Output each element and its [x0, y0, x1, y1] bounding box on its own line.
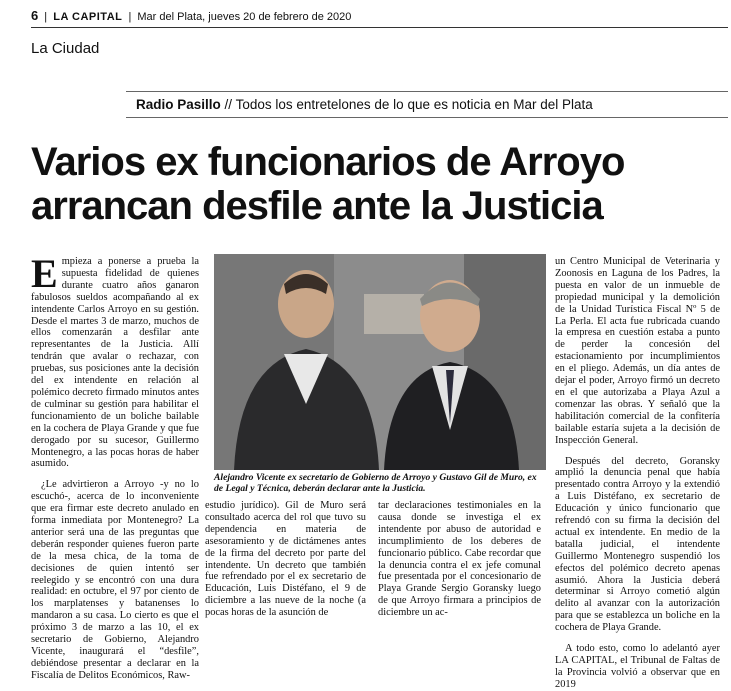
headline-line-1: Varios ex funcionarios de Arroyo — [31, 140, 625, 184]
header-divider: | — [44, 11, 48, 23]
kicker — [136, 97, 593, 112]
article-column-4 — [555, 256, 720, 690]
photo-illustration — [214, 254, 546, 470]
photo-caption: Alejandro Vicente ex secretario de Gobierno de Arroyo y Gustavo Gil de Muro, ex de Legal y Técnica, deberán declarar ante la Justicia. — [214, 472, 537, 494]
kicker-brand: Radio Pasillo — [136, 97, 221, 112]
kicker-rule-top — [126, 91, 728, 92]
article-photo — [214, 254, 546, 470]
article-paragraph: estudio jurídico). Gil de Muro será consultado acerca del rol que tuvo su dependencia en materia de asesoramiento y de dictámenes antes de la firma del decreto por parte del intendente. Un decreto que también fue refrendado por el ex secretario de Educación, Luis Distéfano, el 9 de diciembre a las nueve de la noche (a pocas horas de la asunción de — [205, 500, 366, 619]
article-paragraph: tar declaraciones testimoniales en la causa donde se investiga el ex intendente por abuso de autoridad e incumplimiento de los deberes de funcionario público. Cabe recordar que la denuncia contra el ex jefe comunal fue presentada por el concesionario de Playa Grande Sergio Goransky luego de que Arroyo firmara a principios de diciembre un ac- — [378, 500, 542, 619]
article-column-2 — [205, 500, 366, 619]
headline-line-2: arrancan desfile ante la Justicia — [31, 184, 603, 228]
article-column-3 — [378, 500, 542, 619]
dateline: Mar del Plata, jueves 20 de febrero de 2020 — [137, 11, 352, 23]
article-paragraph: A todo esto, como lo adelantó ayer LA CAPITAL, el Tribunal de Faltas de la Provincia volvió a observar que en 2019 — [555, 643, 720, 690]
kicker-separator: // — [224, 97, 233, 112]
header-divider: | — [128, 11, 132, 23]
article-column-1 — [31, 251, 199, 681]
article-paragraph: Después del decreto, Goransky amplió la denuncia penal que había presentado contra Arroyo y la extendió a Luis Distéfano, ex secretario de Educación y único funcionario que refrendó con su firma la decisión del actual ex intendente. En medio de la batalla judicial, el intendente Guillermo Montenegro suspendió los efectos del polémico decreto apenas asumió. Ahora la Justicia deberá determinar si Arroyo cometió algún delito al avanzar con la autorización para que se establezca un boliche en la cochera de Playa Grande. — [555, 455, 720, 634]
header-rule — [31, 27, 728, 28]
page-number: 6 — [31, 8, 39, 23]
article-paragraph: un Centro Municipal de Veterinaria y Zoonosis en Laguna de los Padres, la puesta en valor de un inmueble de propiedad municipal y la demolición de la Unidad Turística Fiscal Nº 5 de La Perla. El acta fue rubricada cuando la empresa en cuestión estaba a punto de perder la concesión del estacionamiento por incumplimientos en el pliego. Además, un día antes de dejar el poder, Arroyo firmó un decreto en el que autorizaba a Playa Azul a comenzar las obras. Y señaló que la habilitación comercial de la confitería bailable estaría sujeta a la decisión de Inspección General. — [555, 256, 720, 446]
kicker-rule-bottom — [126, 117, 728, 118]
article-paragraph: Empieza a ponerse a prueba la supuesta fidelidad de quienes durante cuatro años ganaron fabulosos sueldos acompañando al ex intendente Carlos Arroyo en su gestión. Desde el martes 3 de marzo, muchos de ellos comenzarán a desfilar ante representantes de la Justicia. Allí tendrán que avalar o rechazar, con pruebas, sus posiciones ante la decisión del ex intendente en relación al polémico decreto firmado minutos antes de culminar su gestión para habilitar el funcionamiento de un boliche bailable en la cochera de Playa Grande y que fue derogado por su sucesor, Guillermo Montenegro, a las pocas horas de haber asumido. — [31, 251, 199, 470]
article-paragraph: ¿Le advirtieron a Arroyo -y no lo escuchó-, acerca de lo inconveniente que era firmar este decreto anulado en forma inmediata por Montenegro? La anterior será una de las preguntas que deberán responder quienes fueron parte de la mesa chica, de la toma de decisiones de quien intentó ser reelegido y se encontró con una dura realidad: en octubre, el 97 por ciento de los marplatenses y batanenses lo mandaron a su casa. Lo cierto es que el próximo 3 de marzo a las 10, el ex secretario de Gobierno, Alejandro Vicente, inaugurará el “desfile”, debiéndose presentar a declarar en la Fiscalía de Delitos Económicos, Raw- — [31, 479, 199, 681]
kicker-tagline: Todos los entretelones de lo que es noticia en Mar del Plata — [235, 97, 593, 112]
section-title: La Ciudad — [31, 40, 100, 57]
page-header — [31, 8, 351, 23]
publication-name: LA CAPITAL — [53, 11, 123, 23]
headline — [31, 140, 731, 228]
drop-cap: E — [31, 251, 58, 296]
